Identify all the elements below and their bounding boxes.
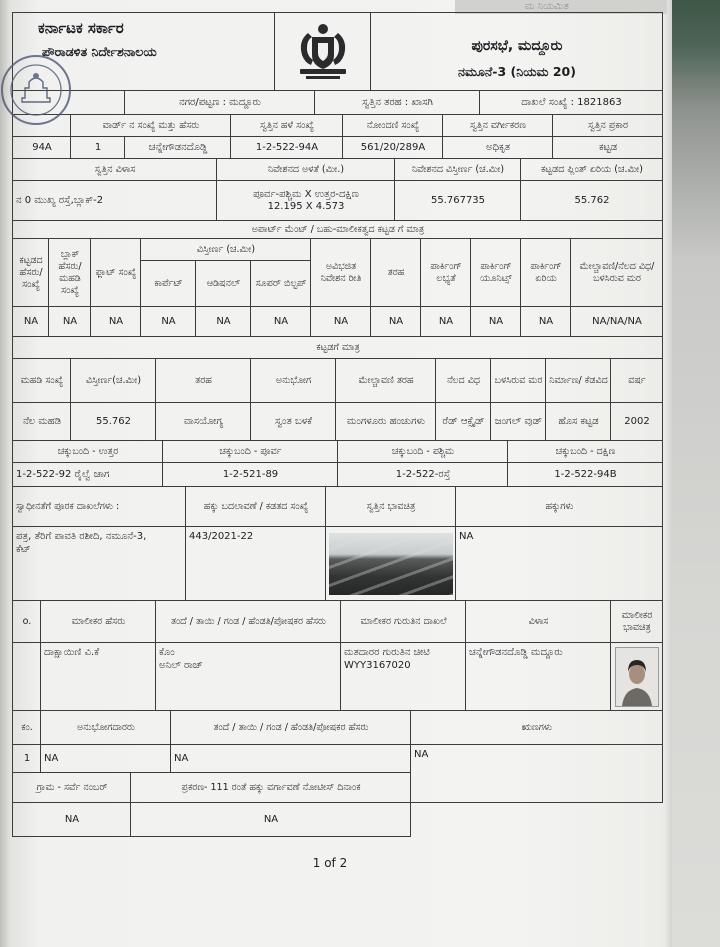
building-value: ವಾಸಯೋಗ್ಯ xyxy=(156,403,251,441)
ward-number-value: 1 xyxy=(71,137,125,159)
building-value: ಸ್ವಂತ ಬಳಕೆ xyxy=(251,403,336,441)
building-header: ಮೇಲ್ಚಾವಣಿ ತರಹ xyxy=(336,359,436,403)
occupant-name-header: ಅನುಭೋಗದಾರರು xyxy=(41,711,171,745)
owner-id-number: WYY3167020 xyxy=(344,659,411,671)
form-header xyxy=(13,13,663,91)
owner-name-value: ದಾಕ್ಷಾಯಿಣಿ ವಿ.ಕೆ xyxy=(41,643,156,711)
boundary-south-value: 1-2-522-94B xyxy=(508,463,663,487)
building-header: ತರಹ xyxy=(156,359,251,403)
emblem-cell xyxy=(275,13,371,91)
table-surface xyxy=(672,0,720,947)
apartment-value: NA xyxy=(421,307,471,337)
boundary-west-value: 1-2-522-ರಸ್ತೆ xyxy=(338,463,508,487)
apartment-header: ಅವಿಭಜಿತ ನಿವೇಶನ ರೀತಿ xyxy=(311,239,371,307)
plinth-area-header: ಕಟ್ಟಡದ ಪ್ಲಿಂತ್ ಏರಿಯ (ಚ.ಮೀ) xyxy=(521,159,663,181)
property-kind-field: ಸ್ವತ್ತಿನ ತರಹ : ಖಾಸಗಿ xyxy=(315,91,480,115)
apartment-value: NA xyxy=(251,307,311,337)
owner-table xyxy=(13,601,663,711)
municipality-title: ಪುರಸಭೆ, ಮದ್ದೂರು xyxy=(471,38,563,55)
apartment-header: ಮೇಲ್ಚಾವಣಿ/ನೆಲದ ವಿಧ/ಬಳಸಿರುವ ಮರ xyxy=(571,239,663,307)
occupant-serial-header: ಕಂ. xyxy=(13,711,41,745)
boundary-west-header: ಚಕ್ಕುಬಂದಿ - ಪಶ್ಚಿಮ xyxy=(338,441,508,463)
apartment-header: ಕಟ್ಟಡದ ಹೆಸರು/ ಸಂಖ್ಯೆ xyxy=(13,239,49,307)
government-title: ಕರ್ನಾಟಕ ಸರ್ಕಾರ xyxy=(38,19,124,37)
classification-header: ಸ್ವತ್ತಿನ ವರ್ಗೀಕರಣ xyxy=(443,115,553,137)
plinth-area-value: 55.762 xyxy=(521,181,663,221)
building-header: ವಿಸ್ತೀರ್ಣ(ಚ.ಮೀ) xyxy=(71,359,156,403)
documents-list-line: ಪತ್ರ, ತೆರಿಗೆ ಪಾವತಿ ರಶೀದಿ, ನಮೂನೆ-3, xyxy=(16,531,147,542)
documents-table xyxy=(13,487,663,601)
occupant-relation-value: NA xyxy=(171,745,411,773)
apartment-header: ಬ್ಲಾಕ್ ಹೆಸರು/ ಮಹಡಿ ಸಂಖ್ಯೆ xyxy=(49,239,91,307)
town-field: ನಗರ/ಪಟ್ಟಣ : ಮದ್ದೂರು xyxy=(125,91,315,115)
file-number-value: 443/2021-22 xyxy=(186,527,326,601)
property-photo-header: ಸ್ವತ್ತಿನ ಭಾವಚಿತ್ರ xyxy=(326,487,456,527)
apartment-title: ಅಪಾರ್ಟ್ ಮೆಂಟ್ / ಬಹು-ಮಾಲೀಕತ್ವದ ಕಟ್ಟಡ ಗೆ ಮಾತ್ರ xyxy=(13,221,663,239)
owner-photo xyxy=(615,647,659,707)
building-header: ಅನುಭೋಗ xyxy=(251,359,336,403)
file-number-header: ಹಕ್ಕು ಬದಲಾವಣೆ / ಕಡತದ ಸಂಖ್ಯೆ xyxy=(186,487,326,527)
apartment-area-group-header: ವಿಸ್ತೀರ್ಣ (ಚ.ಮೀ) xyxy=(141,239,311,261)
owner-serial-value xyxy=(13,643,41,711)
building-table xyxy=(13,359,663,441)
owner-address-header: ವಿಳಾಸ xyxy=(466,601,611,643)
transfer-notice-date-header: ಪ್ರಕರಣ- 111 ರಂತೆ ಹಕ್ಕು ವರ್ಗಾವಣೆ ನೋಟೀಸ್ ದಿನಾಂಕ xyxy=(131,773,411,803)
property-photo xyxy=(329,533,453,595)
apartment-table xyxy=(13,239,663,337)
apartment-value: NA xyxy=(371,307,421,337)
apartment-header: ಆಡಿಷನಲ್ xyxy=(196,261,251,307)
building-value: ರೆಡ್ ಆಕ್ಸೈಡ್ xyxy=(436,403,491,441)
apartment-title-row xyxy=(13,221,663,239)
apartment-header: ಪಾರ್ಕಿಂಗ್ ಏರಿಯ xyxy=(521,239,571,307)
registration-number-value: 561/20/289A xyxy=(343,137,443,159)
owner-relation-header: ತಂದೆ / ತಾಯಿ / ಗಂಡ / ಹೆಂಡತಿ/ಪೋಷಕರ ಹೆಸರು xyxy=(156,601,341,643)
apartment-header: ಫ್ಲಾಟ್ ಸಂಖ್ಯೆ xyxy=(91,239,141,307)
building-header: ನಿರ್ಮಾಣ/ ಕೆಡವಿದ xyxy=(546,359,611,403)
rights-value: NA xyxy=(456,527,663,601)
apartment-header: ಪಾರ್ಕಿಂಗ್ ಲಭ್ಯತೆ xyxy=(421,239,471,307)
survey-number-header: ಗ್ರಾಮ - ಸರ್ವೆ ನಂಬರ್ xyxy=(13,773,131,803)
dimension-measure: 12.195 X 4.573 xyxy=(267,201,345,212)
occupant-serial-value: 1 xyxy=(13,745,41,773)
building-title: ಕಟ್ಟಡಗೆ ಮಾತ್ರ xyxy=(13,337,663,359)
documents-list-line: ಕೆಟ್ xyxy=(16,543,31,555)
survey-number-value: NA xyxy=(13,803,131,837)
site-area-header: ನಿವೇಶನದ ವಿಸ್ತೀರ್ಣ (ಚ.ಮೀ) xyxy=(395,159,521,181)
boundary-south-header: ಚಕ್ಕುಬಂದಿ - ದಕ್ಷಿಣ xyxy=(508,441,663,463)
property-type-header: ಸ್ವತ್ತಿನ ಪ್ರಕಾರ xyxy=(553,115,663,137)
owner-photo-cell xyxy=(611,643,663,711)
apartment-value: NA xyxy=(141,307,196,337)
site-table xyxy=(13,159,663,221)
form-number: ನಮೂನೆ-3 (ನಿಯಮ 20) xyxy=(458,63,576,79)
owner-id-value xyxy=(341,643,466,711)
property-photo-cell xyxy=(326,527,456,601)
occupant-name-value: NA xyxy=(41,745,171,773)
owner-id-type: ಮತದಾರರ ಗುರುತಿನ ಚೀಟಿ xyxy=(344,647,430,658)
supporting-documents-value xyxy=(13,527,186,601)
apartment-value: NA xyxy=(311,307,371,337)
dimension-direction-label: ಪೂರ್ವ-ಪಶ್ಚಿಮ X ಉತ್ತರ-ದಕ್ಷಿಣ xyxy=(253,188,359,200)
building-value: ಮಂಗಳೂರು ಹಂಚುಗಳು xyxy=(336,403,436,441)
header-right xyxy=(371,13,663,91)
property-form xyxy=(12,12,663,837)
building-header: ಮಹಡಿ ಸಂಖ್ಯೆ xyxy=(13,359,71,403)
apartment-value: NA xyxy=(13,307,49,337)
apartment-value: NA xyxy=(49,307,91,337)
bottom-right-blank xyxy=(411,803,663,837)
supporting-documents-header: ಸ್ವಾಧೀನತೆಗೆ ಪೂರಕ ದಾಖಲೆಗಳು : xyxy=(13,487,186,527)
directorate-title: ಪೌರಾಡಳಿತ ನಿರ್ದೇಶನಾಲಯ xyxy=(42,43,157,59)
owner-address-value: ಚನ್ನೇಗೌಡನದೊಡ್ಡಿ ಮದ್ದೂರು xyxy=(466,643,611,711)
owner-portrait-icon xyxy=(616,648,658,706)
apartment-value: NA xyxy=(471,307,521,337)
address-header: ಸ್ವತ್ತಿನ ವಿಳಾಸ xyxy=(13,159,217,181)
boundary-east-header: ಚಕ್ಕುಬಂದಿ - ಪೂರ್ವ xyxy=(163,441,338,463)
transfer-notice-date-value: NA xyxy=(131,803,411,837)
apartment-header: ಪಾರ್ಕಿಂಗ್ ಯೂನಿಟ್ಸ್ xyxy=(471,239,521,307)
apartment-header: ತರಹ xyxy=(371,239,421,307)
apartment-value: NA/NA/NA xyxy=(571,307,663,337)
boundary-table xyxy=(13,441,663,487)
property-type-value: ಕಟ್ಟಡ xyxy=(553,137,663,159)
apartment-header: ಕಾರ್ಪೆಟ್ xyxy=(141,261,196,307)
dimension-header: ನಿವೇಶನದ ಅಳತೆ (ಮೀ.) xyxy=(217,159,395,181)
old-number-header: ಸ್ವತ್ತಿನ ಹಳೆ ಸಂಖ್ಯೆ xyxy=(231,115,343,137)
liabilities-header: ಋಣಗಳು xyxy=(411,711,663,745)
building-value: ಹೊಸ ಕಟ್ಟಡ xyxy=(546,403,611,441)
rights-header: ಹಕ್ಕುಗಳು xyxy=(456,487,663,527)
owner-id-header: ಮಾಲೀಕರ ಗುರುತಿನ ದಾಖಲೆ xyxy=(341,601,466,643)
building-value: 55.762 xyxy=(71,403,156,441)
info-row xyxy=(13,91,663,115)
relation-prefix: ಕೊಂ xyxy=(159,647,175,658)
apartment-value: NA xyxy=(196,307,251,337)
building-value: ಜಂಗಲ್ ವುಡ್ xyxy=(491,403,546,441)
apartment-header: ಸೂಪರ್ ಬಿಲ್ಟಪ್ xyxy=(251,261,311,307)
building-value: 2002 xyxy=(611,403,663,441)
office-seal-stamp-icon xyxy=(0,40,82,140)
record-number-field: ದಾಖಲೆ ಸಂಖ್ಯೆ : 1821863 xyxy=(480,91,663,115)
building-title-row xyxy=(13,337,663,359)
building-value: ನೆಲ ಮಹಡಿ xyxy=(13,403,71,441)
relation-name: ಅನಿಲ್ ರಾಜ್ xyxy=(159,659,203,671)
boundary-north-value: 1-2-522-92 ರೈಲ್ವೆ ಜಾಗ xyxy=(13,463,163,487)
owner-name-header: ಮಾಲೀಕರ ಹೆಸರು xyxy=(41,601,156,643)
property-id-table xyxy=(13,115,663,159)
ward-header: ವಾರ್ಡ್ ನ ಸಂಖ್ಯೆ ಮತ್ತು ಹೆಸರು xyxy=(71,115,231,137)
building-header: ವರ್ಷ xyxy=(611,359,663,403)
ward-name-value: ಚನ್ನೇಗೌಡನದೊಡ್ಡಿ xyxy=(125,137,231,159)
property-number-value: 94A xyxy=(13,137,71,159)
state-emblem-icon xyxy=(288,21,358,83)
apartment-value: NA xyxy=(521,307,571,337)
old-number-value: 1-2-522-94A xyxy=(231,137,343,159)
building-header: ನೆಲದ ವಿಧ xyxy=(436,359,491,403)
registration-number-header: ನೋಂದಣಿ ಸಂಖ್ಯೆ xyxy=(343,115,443,137)
dimension-value xyxy=(217,181,395,221)
top-fragment-text: ಮ ನಿಯಮಿತ xyxy=(525,1,569,12)
owner-relation-value xyxy=(156,643,341,711)
building-header: ಬಳಸಿರುವ ಮರ xyxy=(491,359,546,403)
owner-serial-header: o. xyxy=(13,601,41,643)
occupant-survey-table xyxy=(13,711,663,837)
occupant-relation-header: ತಂದೆ / ತಾಯಿ / ಗಂಡ / ಹೆಂಡತಿ/ಪೋಷಕರ ಹೆಸರು xyxy=(171,711,411,745)
classification-value: ಅಧಿಕೃತ xyxy=(443,137,553,159)
owner-photo-header: ಮಾಲೀಕರ ಭಾವಚಿತ್ರ xyxy=(611,601,663,643)
boundary-east-value: 1-2-521-89 xyxy=(163,463,338,487)
apartment-value: NA xyxy=(91,307,141,337)
boundary-north-header: ಚಕ್ಕುಬಂದಿ - ಉತ್ತರ xyxy=(13,441,163,463)
address-value: ನ 0 ಮುಖ್ಯ ರಸ್ತೆ,ಬ್ಲಾಕ್-2 xyxy=(13,181,217,221)
liabilities-value: NA xyxy=(411,745,663,803)
page-number: 1 of 2 xyxy=(312,856,348,870)
site-area-value: 55.767735 xyxy=(395,181,521,221)
